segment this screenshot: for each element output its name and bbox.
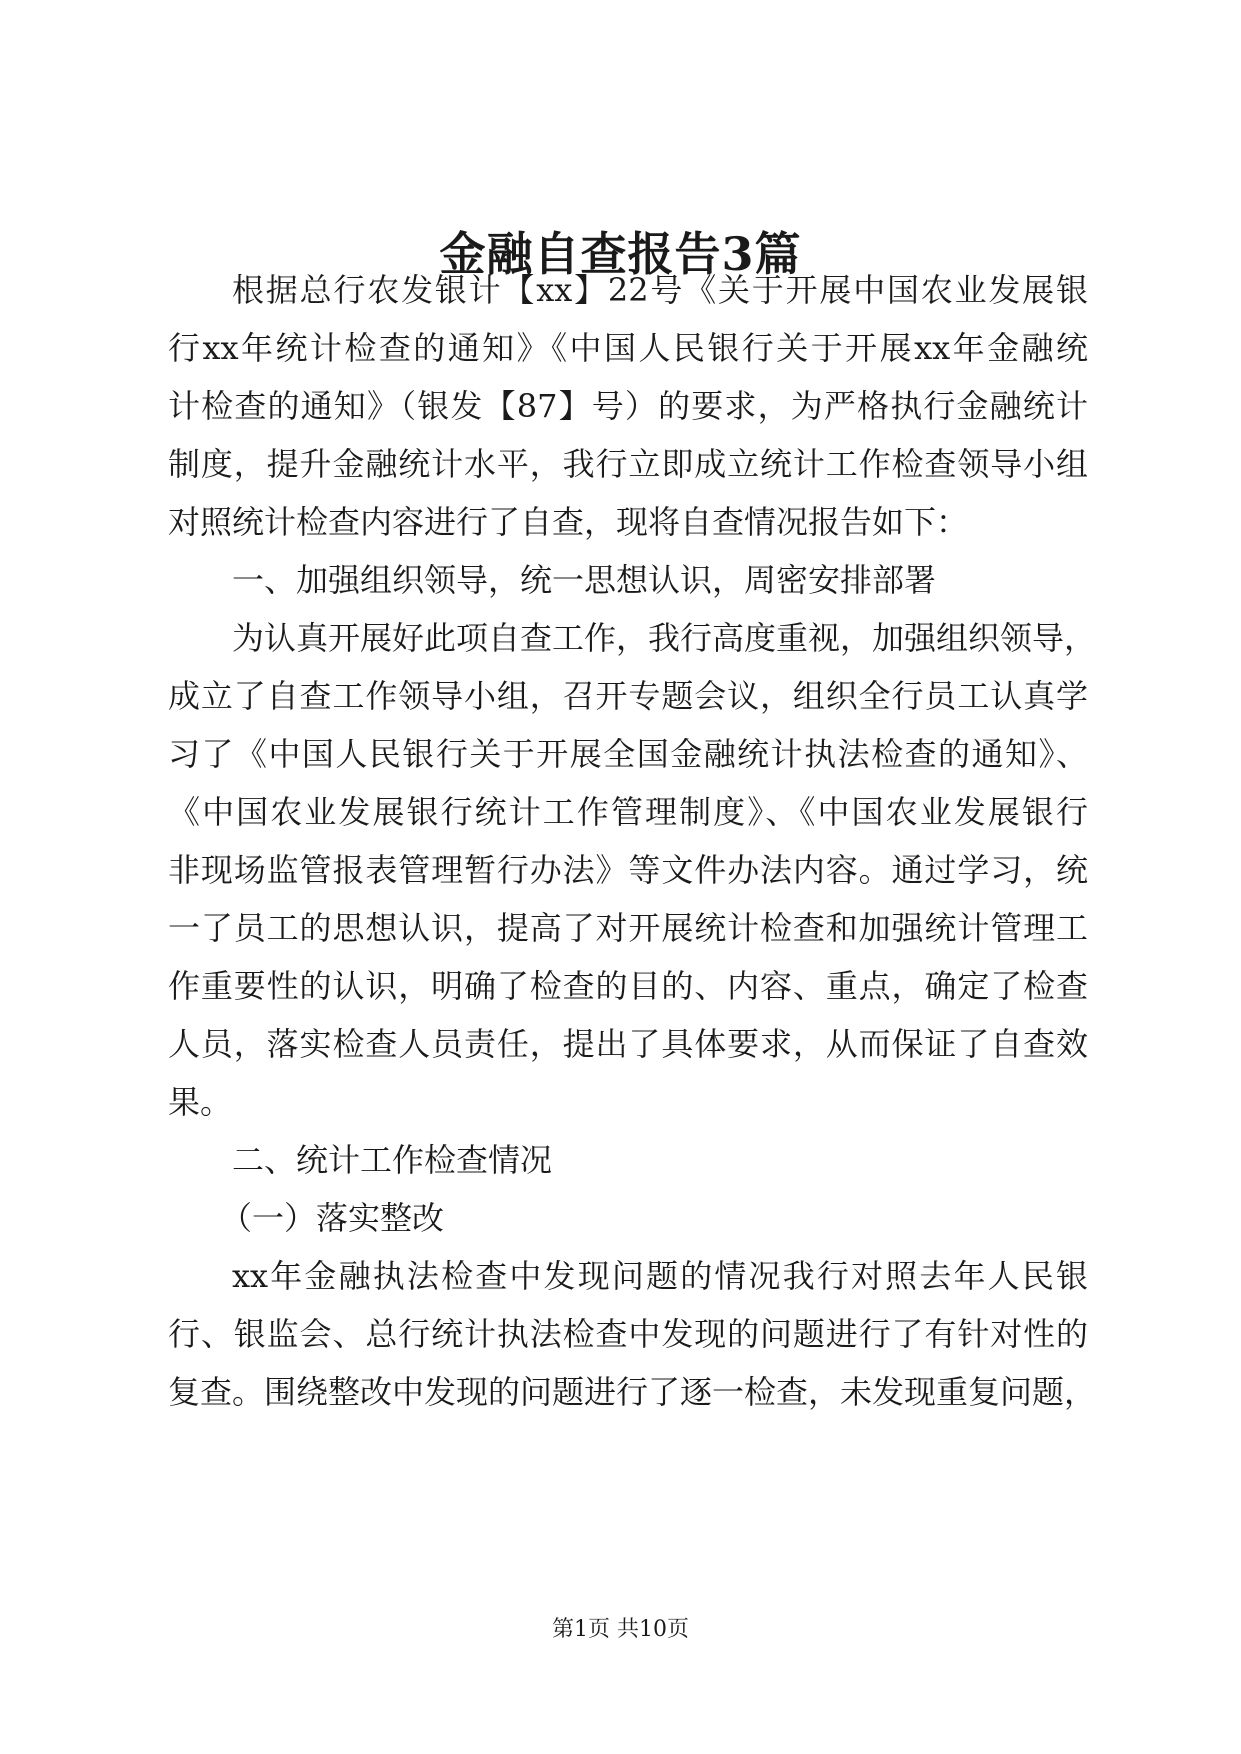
page-footer: 第1页 共10页: [552, 1617, 689, 1642]
body-line: xx年金融执法检查中发现问题的情况我行对照去年人民银: [232, 1257, 1088, 1295]
body-line: 为认真开展好此项自查工作，我行高度重视，加强组织领导，: [232, 619, 1097, 657]
body-line: 非现场监管报表管理暂行办法》等文件办法内容。通过学习，统: [168, 851, 1088, 889]
body-line: 行、银监会、总行统计执法检查中发现的问题进行了有针对性的: [168, 1315, 1088, 1353]
section-heading: 二、统计工作检查情况: [232, 1141, 553, 1179]
body-line: 计检查的通知》（银发【87】号）的要求，为严格执行金融统计: [168, 387, 1088, 425]
body-line: 对照统计检查内容进行了自查，现将自查情况报告如下：: [168, 503, 969, 541]
body-line: 制度，提升金融统计水平，我行立即成立统计工作检查领导小组: [168, 445, 1088, 483]
body-line: 果。: [168, 1083, 233, 1121]
body-line: 作重要性的认识，明确了检查的目的、内容、重点，确定了检查: [168, 967, 1088, 1005]
section-heading: 一、加强组织领导，统一思想认识，周密安排部署: [232, 561, 937, 599]
body-line: 根据总行农发银计【xx】22号《关于开展中国农业发展银: [232, 271, 1088, 309]
body-line: 人员，落实检查人员责任，提出了具体要求，从而保证了自查效: [168, 1025, 1088, 1063]
body-line: 行xx年统计检查的通知》《中国人民银行关于开展xx年金融统: [168, 329, 1088, 367]
body-line: 习了《中国人民银行关于开展全国金融统计执法检查的通知》、: [168, 735, 1088, 773]
subsection-heading: （一）落实整改: [220, 1199, 445, 1237]
body-line: 复查。围绕整改中发现的问题进行了逐一检查，未发现重复问题，: [168, 1373, 1097, 1411]
body-line: 《中国农业发展银行统计工作管理制度》、《中国农业发展银行: [168, 793, 1088, 831]
body-line: 一了员工的思想认识，提高了对开展统计检查和加强统计管理工: [168, 909, 1088, 947]
body-line: 成立了自查工作领导小组，召开专题会议，组织全行员工认真学: [168, 677, 1088, 715]
page-title: 金融自查报告3篇: [439, 227, 802, 281]
